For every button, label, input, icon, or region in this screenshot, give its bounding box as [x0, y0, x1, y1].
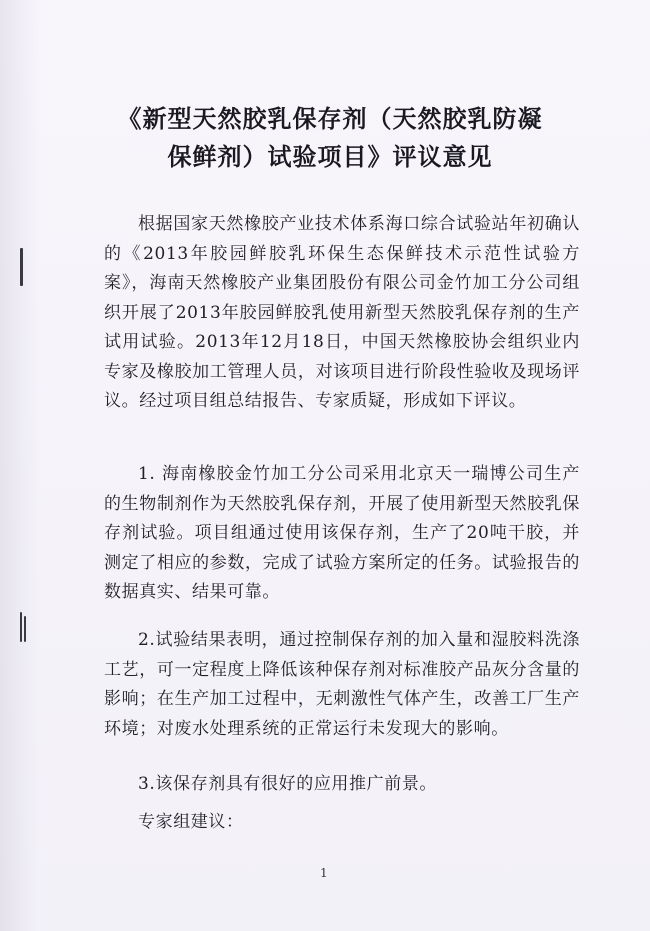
paragraph-expert-suggestions: 专家组建议： [138, 812, 244, 832]
paragraph-item-2: 2.试验结果表明，通过控制保存剂的加入量和湿胶料洗涤工艺，可一定程度上降低该种保存剂对标准胶产品灰分含量的影响；在生产加工过程中，无刺激性气体产生，改善工厂生产环境；对废水处理系统的正常运行未发现大的影响。 [104, 630, 580, 739]
binding-hole-mark [20, 248, 23, 286]
binding-hole-mark [24, 616, 26, 642]
title-line-2: 保鲜剂）试验项目》评议意见 [167, 143, 493, 171]
title-line-1: 《新型天然胶乳保存剂（天然胶乳防凝 [117, 105, 543, 133]
paragraph-item-1: 1. 海南橡胶金竹加工分公司采用北京天一瑞博公司生产的生物制剂作为天然胶乳保存剂，开展了使用新型天然胶乳保存剂试验。项目组通过使用该保存剂，生产了20吨干胶，并测定了相应的参数，完成了试验方案所定的任务。试验报告的数据真实、结果可靠。 [104, 464, 580, 602]
paragraph-intro: 根据国家天然橡胶产业技术体系海口综合试验站年初确认的《2013年胶园鲜胶乳环保生态保鲜技术示范性试验方案》，海南天然橡胶产业集团股份有限公司金竹加工分公司组织开展了2013年胶园鲜胶乳使用新型天然胶乳保存剂的生产试用试验。2013年12月18日，中国天然橡胶协会组织业内专家及橡胶加工管理人员，对该项目进行阶段性验收及现场评议。经过项目组总结报告、专家质疑，形成如下评议。 [104, 214, 580, 411]
document-title [60, 100, 600, 176]
page-number: 1 [320, 866, 328, 880]
binding-hole-mark [20, 612, 22, 642]
paragraph-item-3: 3.该保存剂具有很好的应用推广前景。 [138, 774, 438, 794]
